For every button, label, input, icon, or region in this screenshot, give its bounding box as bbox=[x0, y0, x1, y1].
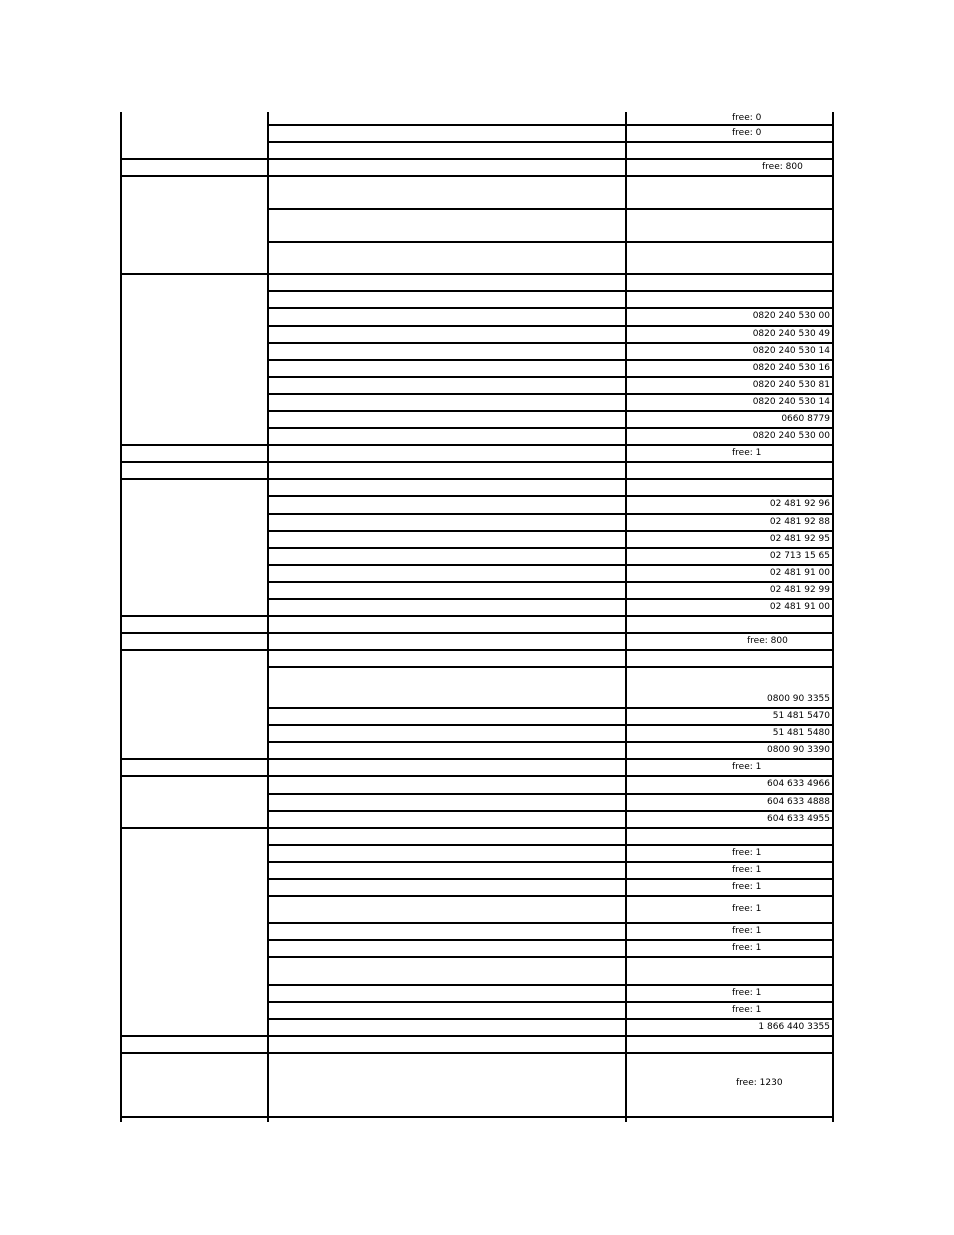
phone-cell: 02 481 92 99 bbox=[769, 584, 830, 595]
phone-cell: free: 1 bbox=[732, 864, 762, 875]
phone-cell: free: 1 bbox=[732, 1004, 762, 1015]
row-divider bbox=[267, 495, 834, 497]
row-divider bbox=[267, 895, 834, 897]
row-divider bbox=[120, 175, 834, 177]
row-divider bbox=[267, 810, 834, 812]
contact-table bbox=[120, 112, 834, 1122]
row-divider bbox=[267, 359, 834, 361]
phone-cell: free: 1230 bbox=[736, 1078, 783, 1088]
phone-cell: 0820 240 530 14 bbox=[752, 345, 830, 356]
row-divider bbox=[267, 241, 834, 243]
row-divider bbox=[267, 922, 834, 924]
phone-cell: 02 713 15 65 bbox=[769, 550, 830, 561]
row-divider bbox=[267, 547, 834, 549]
row-divider bbox=[267, 1001, 834, 1003]
row-divider bbox=[267, 666, 834, 668]
row-divider bbox=[267, 342, 834, 344]
row-divider bbox=[120, 775, 834, 777]
row-divider bbox=[267, 513, 834, 515]
row-divider bbox=[267, 410, 834, 412]
phone-cell: 0820 240 530 14 bbox=[752, 396, 830, 407]
table-border-bottom bbox=[120, 1116, 834, 1118]
row-divider bbox=[267, 564, 834, 566]
row-divider bbox=[267, 290, 834, 292]
row-divider bbox=[267, 793, 834, 795]
row-divider bbox=[267, 393, 834, 395]
row-divider bbox=[267, 124, 834, 126]
phone-cell: 604 633 4955 bbox=[767, 813, 830, 824]
phone-cell: 02 481 91 00 bbox=[769, 601, 830, 612]
row-divider bbox=[267, 939, 834, 941]
phone-cell: free: 1 bbox=[732, 903, 762, 914]
row-divider bbox=[267, 208, 834, 210]
phone-cell: 604 633 4966 bbox=[767, 779, 830, 789]
row-divider bbox=[120, 158, 834, 160]
row-divider bbox=[267, 956, 834, 958]
row-divider bbox=[267, 1018, 834, 1020]
row-divider bbox=[267, 598, 834, 600]
phone-cell: 604 633 4888 bbox=[767, 796, 830, 807]
phone-cell: free: 1 bbox=[732, 925, 762, 936]
row-divider bbox=[267, 878, 834, 880]
row-divider bbox=[120, 615, 834, 617]
row-divider bbox=[267, 724, 834, 726]
phone-cell: 0800 90 3390 bbox=[767, 744, 830, 755]
row-divider bbox=[267, 581, 834, 583]
column-divider-2 bbox=[625, 112, 627, 1122]
row-divider bbox=[267, 325, 834, 327]
table-border-right bbox=[832, 112, 834, 1122]
row-divider bbox=[120, 1035, 834, 1037]
phone-cell: free: 1 bbox=[732, 881, 762, 892]
row-divider bbox=[267, 530, 834, 532]
phone-cell: free: 0 bbox=[732, 112, 762, 123]
phone-cell: free: 800 bbox=[747, 635, 788, 646]
row-divider bbox=[120, 478, 834, 480]
phone-cell: 51 481 5470 bbox=[772, 710, 830, 721]
row-divider bbox=[267, 984, 834, 986]
phone-cell: 02 481 92 88 bbox=[769, 516, 830, 527]
phone-cell: free: 800 bbox=[762, 161, 803, 172]
row-divider bbox=[267, 844, 834, 846]
row-divider bbox=[267, 741, 834, 743]
row-divider bbox=[267, 141, 834, 143]
phone-cell: free: 0 bbox=[732, 127, 762, 138]
row-divider bbox=[267, 307, 834, 309]
row-divider bbox=[120, 649, 834, 651]
phone-cell: 1 866 440 3355 bbox=[758, 1021, 830, 1032]
table-border-left bbox=[120, 112, 122, 1122]
phone-cell: 02 481 91 00 bbox=[769, 567, 830, 578]
phone-cell: 0820 240 530 81 bbox=[752, 379, 830, 390]
row-divider bbox=[267, 376, 834, 378]
row-divider bbox=[120, 758, 834, 760]
row-divider bbox=[120, 273, 834, 275]
phone-cell: 0820 240 530 16 bbox=[752, 362, 830, 373]
row-divider bbox=[267, 707, 834, 709]
row-divider bbox=[120, 1052, 834, 1054]
phone-cell: 0820 240 530 00 bbox=[752, 430, 830, 441]
phone-cell: 0660 8779 bbox=[781, 413, 830, 424]
phone-cell: free: 1 bbox=[732, 942, 762, 953]
row-divider bbox=[120, 632, 834, 634]
row-divider bbox=[267, 861, 834, 863]
phone-cell: 02 481 92 95 bbox=[769, 533, 830, 544]
column-divider-1 bbox=[267, 112, 269, 1122]
phone-cell: 0800 90 3355 bbox=[767, 694, 830, 704]
phone-cell: 0820 240 530 49 bbox=[752, 328, 830, 339]
phone-cell: free: 1 bbox=[732, 447, 762, 458]
phone-cell: 51 481 5480 bbox=[772, 727, 830, 738]
phone-cell: free: 1 bbox=[732, 987, 762, 998]
phone-cell: free: 1 bbox=[732, 847, 762, 858]
phone-cell: 02 481 92 96 bbox=[769, 499, 830, 509]
row-divider bbox=[267, 427, 834, 429]
row-divider bbox=[120, 444, 834, 446]
phone-cell: 0820 240 530 00 bbox=[752, 311, 830, 321]
row-divider bbox=[120, 827, 834, 829]
row-divider bbox=[120, 461, 834, 463]
phone-cell: free: 1 bbox=[732, 761, 762, 772]
